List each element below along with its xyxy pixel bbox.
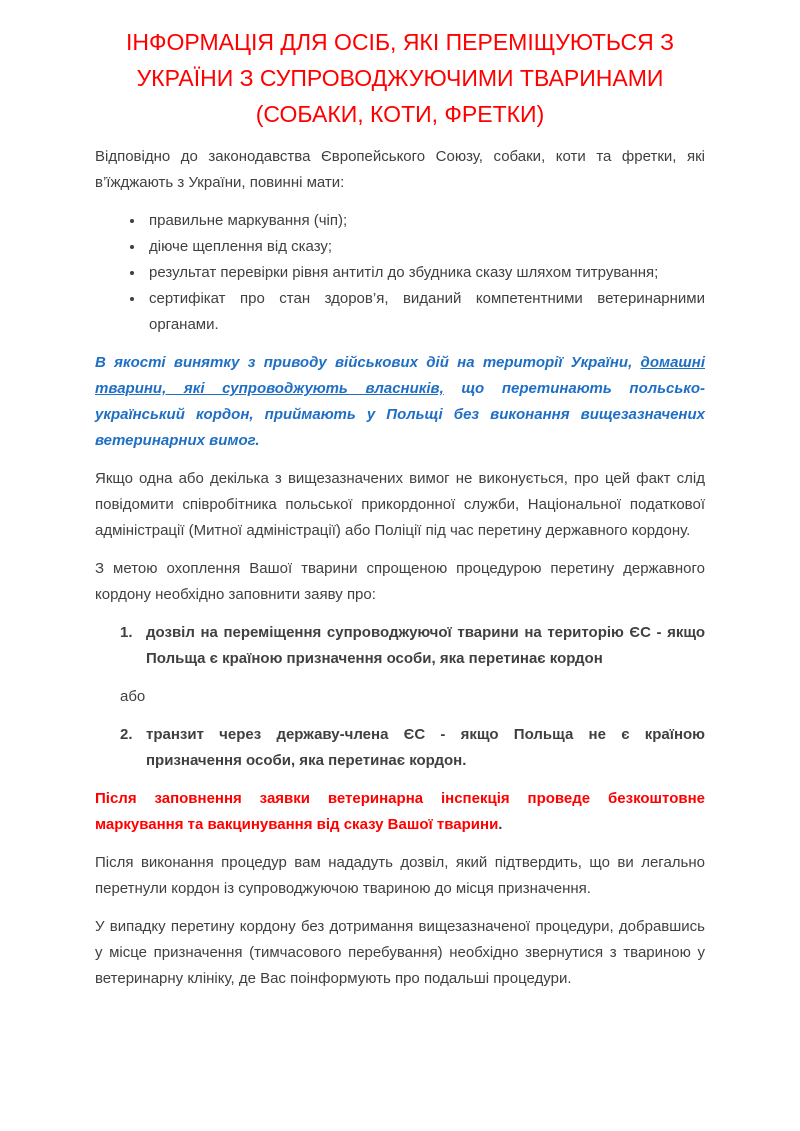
- exception-text-post: що перетинають польсько-український кордон, приймають у Польщі без виконання вищезазначених ветеринарних вимог.: [95, 380, 705, 449]
- permit-paragraph: Після виконання процедур вам нададуть дозвіл, який підтвердить, що ви легально перетнули кордон із супроводжуючою твариною до місця призначення.: [95, 854, 705, 897]
- exception-paragraph: [95, 350, 705, 454]
- free-service-paragraph: [95, 786, 705, 838]
- requirement-item: • правильне маркування (чіп);: [145, 208, 705, 234]
- free-service-red-text: Після заповнення заявки ветеринарна інспекція проведе безкоштовне маркування та вакцинування від сказу Вашої тварини: [95, 790, 705, 833]
- non-compliance-paragraph: Якщо одна або декілька з вищезазначених вимог не виконується, про цей факт слід повідомити співробітника польської прикордонної служби, Національної податкової адміністрації (Митної адміністрації) або Поліції під час перетину державного кордону.: [95, 470, 705, 539]
- title-line-1: ІНФОРМАЦІЯ ДЛЯ ОСІБ, ЯКІ ПЕРЕМІЩУЮТЬСЯ З: [126, 29, 674, 55]
- item-text: транзит через державу-члена ЄС - якщо Польща не є країною призначення особи, яка перетинає кордон.: [146, 726, 705, 769]
- requirements-list: [95, 208, 705, 338]
- exception-text-pre: В якості винятку з приводу військових дій на території України,: [95, 354, 641, 371]
- application-intro-paragraph: З метою охоплення Вашої тварини спрощеною процедурою перетину державного кордону необхідно заповнити заяву про:: [95, 560, 705, 603]
- requirement-item: • сертифікат про стан здоров’я, виданий компетентними ветеринарними органами.: [145, 286, 705, 338]
- application-item-1: [95, 620, 705, 672]
- requirement-item: • результат перевірки рівня антитіл до збудника сказу шляхом титрування;: [145, 260, 705, 286]
- intro-paragraph: Відповідно до законодавства Європейського Союзу, собаки, коти та фретки, які в’їжджають з України, повинні мати:: [95, 148, 705, 191]
- item-number: 2.: [120, 726, 133, 743]
- application-item-2: [95, 722, 705, 774]
- exception-underlined-text: домашні тварини, які супроводжують власників,: [95, 354, 705, 397]
- document-title: [95, 24, 705, 132]
- title-line-2: УКРАЇНИ З СУПРОВОДЖУЮЧИМИ ТВАРИНАМИ: [136, 65, 664, 91]
- item-text: дозвіл на переміщення супроводжуючої тварини на територію ЄС - якщо Польща є країною призначення особи, яка перетинає кордон: [146, 624, 705, 667]
- title-line-3: (СОБАКИ, КОТИ, ФРЕТКИ): [255, 101, 545, 127]
- requirement-item: • діюче щеплення від сказу;: [145, 234, 705, 260]
- no-procedure-paragraph: У випадку перетину кордону без дотримання вищезазначеної процедури, добравшись у місце призначення (тимчасового перебування) необхідно звернутися з твариною у ветеринарну клініку, де Вас поінформують про подальші процедури.: [95, 918, 705, 987]
- or-separator: або: [120, 688, 146, 705]
- free-service-period: .: [498, 816, 503, 833]
- item-number: 1.: [120, 624, 133, 641]
